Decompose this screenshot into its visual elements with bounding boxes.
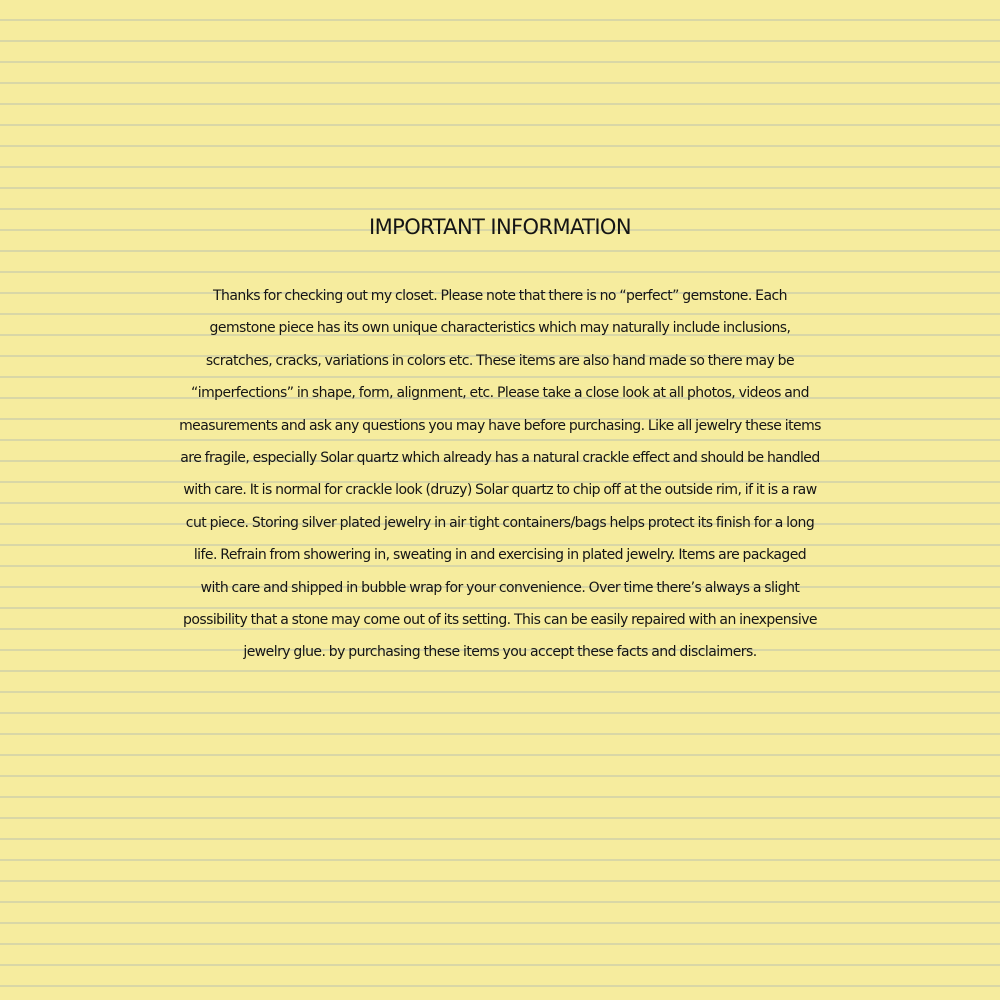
body-line-9: life. Refrain from showering in, sweating in and exercising in plated jewelry. Items are packaged [193,547,807,564]
body-line-12: jewelry glue. by purchasing these items you accept these facts and disclaimers. [243,644,757,661]
document-title: IMPORTANT INFORMATION [369,215,631,239]
body-line-11: possibility that a stone may come out of its setting. This can be easily repaired with an inexpensive [182,611,817,628]
body-line-4: “imperfections” in shape, form, alignment, etc. Please take a close look at all photos, videos and [191,385,809,402]
body-line-1: Thanks for checking out my closet. Please note that there is no “perfect” gemstone. Each [213,288,787,304]
body-line-2: gemstone piece has its own unique characteristics which may naturally include inclusions, [209,320,791,337]
document-body [0,280,1000,669]
body-line-5: measurements and ask any questions you may have before purchasing. Like all jewelry these items [179,417,821,434]
body-line-8: cut piece. Storing silver plated jewelry in air tight containers/bags helps protect its finish for a long [185,514,815,531]
body-line-10: with care and shipped in bubble wrap for your convenience. Over time there’s always a slight [200,579,800,596]
body-line-3: scratches, cracks, variations in colors etc. These items are also hand made so there may be [205,352,795,369]
body-line-6: are fragile, especially Solar quartz which already has a natural crackle effect and should be handled [180,449,820,466]
body-line-7: with care. It is normal for crackle look (druzy) Solar quartz to chip off at the outside rim, if it is a raw [183,482,817,499]
